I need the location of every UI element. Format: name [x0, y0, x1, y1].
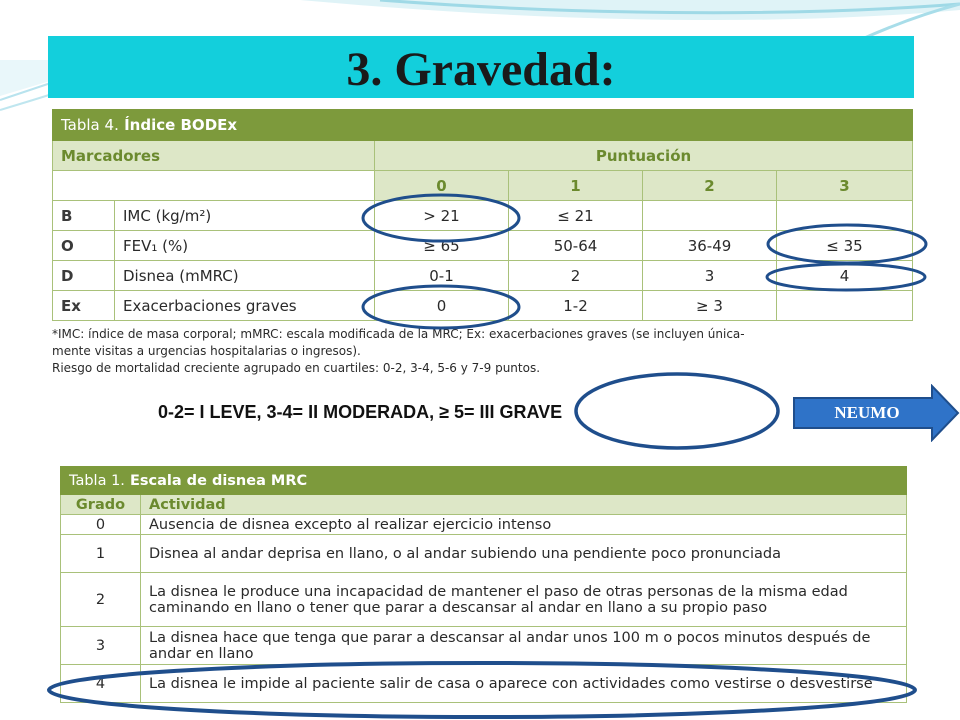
header-score: Puntuación: [375, 141, 913, 171]
grade-cell: 2: [61, 573, 141, 627]
score-cell: ≤ 21: [509, 201, 643, 231]
row-letter: D: [53, 261, 115, 291]
table-caption: Tabla 1. Escala de disnea MRC: [61, 467, 907, 495]
score-cell: ≥ 65: [375, 231, 509, 261]
row-marker: Disnea (mMRC): [115, 261, 375, 291]
table-header-row: [61, 495, 907, 515]
score-cell: 0-1: [375, 261, 509, 291]
row-letter: B: [53, 201, 115, 231]
header-grade: Grado: [61, 495, 141, 515]
row-marker: FEV₁ (%): [115, 231, 375, 261]
row-letter: Ex: [53, 291, 115, 321]
score-cell: [643, 201, 777, 231]
table-caption-row: [53, 110, 913, 141]
header-markers: Marcadores: [53, 141, 375, 171]
mrc-table: [60, 466, 907, 703]
score-cell: > 21: [375, 201, 509, 231]
table-row: [53, 291, 913, 321]
score-cell: 3: [643, 261, 777, 291]
table-caption: Tabla 4. Índice BODEx: [53, 110, 913, 141]
score-cell: [777, 291, 913, 321]
neumo-button[interactable]: [792, 384, 960, 442]
table-row: [53, 231, 913, 261]
table-footnotes: [52, 326, 922, 377]
table-row: [61, 535, 907, 573]
score-cell: ≥ 3: [643, 291, 777, 321]
row-marker: Exacerbaciones graves: [115, 291, 375, 321]
table-caption-row: [61, 467, 907, 495]
score-cell: 0: [375, 291, 509, 321]
score-cell: 50-64: [509, 231, 643, 261]
header-activity: Actividad: [141, 495, 907, 515]
score-cell: [777, 201, 913, 231]
footnote-line: Riesgo de mortalidad creciente agrupado en cuartiles: 0-2, 3-4, 5-6 y 7-9 puntos.: [52, 361, 541, 375]
bodex-table: [52, 109, 913, 321]
activity-cell: La disnea le produce una incapacidad de mantener el paso de otras personas de la misma edad caminando en llano o tener que parar a descansar al andar en llano a su propio paso: [141, 573, 907, 627]
score-cell: 2: [509, 261, 643, 291]
score-cell: 4: [777, 261, 913, 291]
score-col-2: 2: [643, 171, 777, 201]
score-cell: 1-2: [509, 291, 643, 321]
slide-title: 3. Gravedad:: [346, 43, 616, 96]
table-row: [61, 627, 907, 665]
table-row: [53, 201, 913, 231]
score-cell: 36-49: [643, 231, 777, 261]
grade-cell: 3: [61, 627, 141, 665]
score-col-0: 0: [375, 171, 509, 201]
table-row: [61, 665, 907, 703]
grade-cell: 4: [61, 665, 141, 703]
table-row: [61, 573, 907, 627]
severity-scale-text: 0-2= I LEVE, 3-4= II MODERADA, ≥ 5= III GRAVE: [158, 402, 563, 422]
row-marker: IMC (kg/m²): [115, 201, 375, 231]
activity-cell: La disnea hace que tenga que parar a descansar al andar unos 100 m o pocos minutos después de andar en llano: [141, 627, 907, 665]
activity-cell: Ausencia de disnea excepto al realizar ejercicio intenso: [141, 515, 907, 535]
score-cell: ≤ 35: [777, 231, 913, 261]
table-header-row: [53, 141, 913, 171]
blank-cell: [53, 171, 375, 201]
activity-cell: La disnea le impide al paciente salir de casa o aparece con actividades como vestirse o desvestirse: [141, 665, 907, 703]
title-bar: [48, 36, 914, 98]
grade-cell: 0: [61, 515, 141, 535]
neumo-button-label: NEUMO: [834, 403, 900, 422]
footnote-line: *IMC: índice de masa corporal; mMRC: escala modificada de la MRC; Ex: exacerbaciones graves (se incluyen única-: [52, 327, 745, 341]
score-col-1: 1: [509, 171, 643, 201]
grade-cell: 1: [61, 535, 141, 573]
score-col-3: 3: [777, 171, 913, 201]
activity-cell: Disnea al andar deprisa en llano, o al andar subiendo una pendiente poco pronunciada: [141, 535, 907, 573]
table-row: [53, 261, 913, 291]
table-row: [61, 515, 907, 535]
score-columns-row: [53, 171, 913, 201]
row-letter: O: [53, 231, 115, 261]
footnote-line: mente visitas a urgencias hospitalarias o ingresos).: [52, 344, 361, 358]
